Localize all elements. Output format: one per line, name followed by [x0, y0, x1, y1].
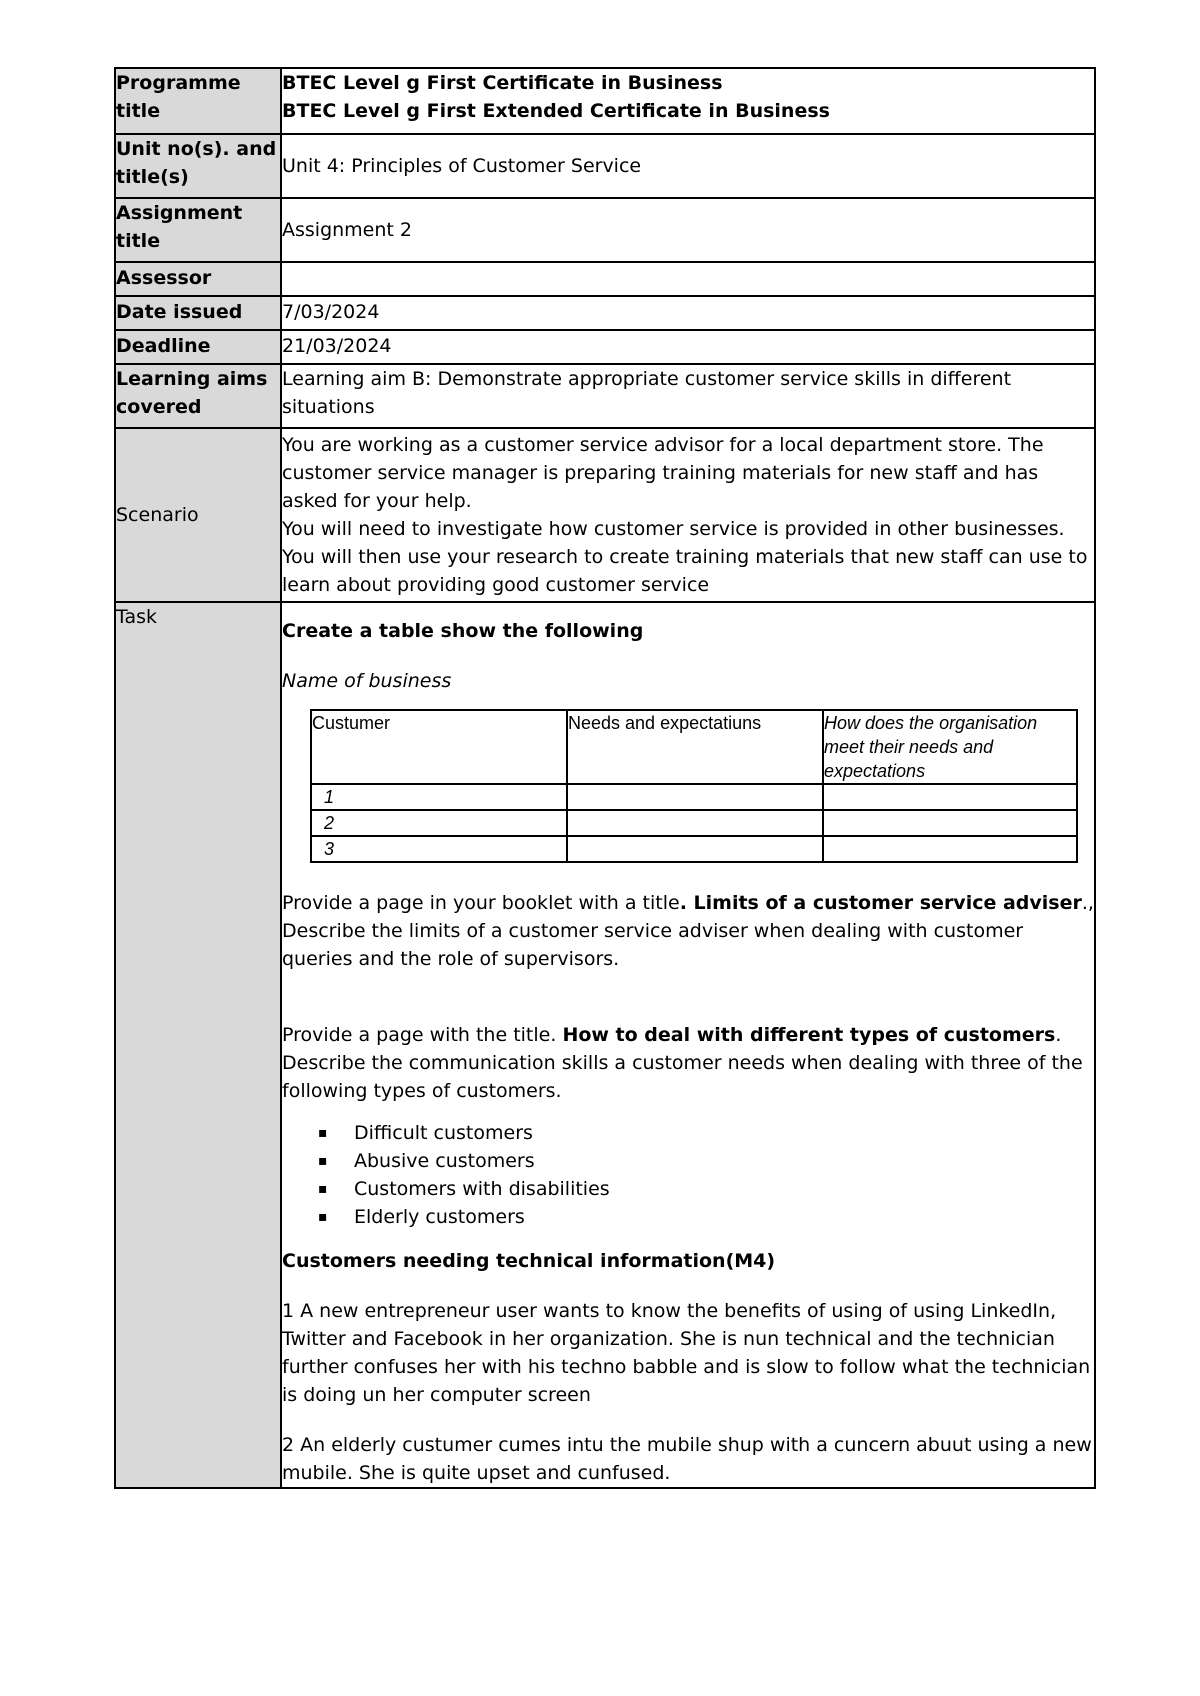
row-assignment [115, 198, 1095, 262]
row-learning-aims [115, 364, 1095, 428]
row-number: 2 [311, 810, 567, 836]
header-how: How does the organisation meet their needs and expectations [823, 710, 1077, 784]
learning-aims-label: Learning aims covered [115, 364, 281, 428]
table-row [311, 784, 1077, 810]
types-text-c: . Describe the communication skills a customer needs when dealing with three of the following types of customers. [282, 1024, 1083, 1102]
assignment-value: Assignment 2 [281, 198, 1095, 262]
customer-types-list [282, 1119, 1094, 1231]
types-text-a: Provide a page with the title. [282, 1024, 563, 1046]
business-name-line: Name of business [282, 670, 452, 692]
header-needs: Needs and expectatiuns [567, 710, 823, 784]
scenario-paragraph-2: You will need to investigate how customer service is provided in other businesses. You will then use your research to create training materials that new staff can use to learn about providing good customer service [282, 518, 1088, 596]
unit-label: Unit no(s). and title(s) [115, 134, 281, 198]
types-title: How to deal with different types of customers [562, 1024, 1056, 1046]
list-item: ▪ Abusive customers [354, 1147, 1094, 1175]
learning-aims-value: Learning aim B: Demonstrate appropriate customer service skills in different situations [281, 364, 1095, 428]
customer-types-paragraph [282, 1021, 1094, 1105]
row-assessor [115, 262, 1095, 296]
assignment-brief [114, 67, 1096, 1489]
deadline-label: Deadline [115, 330, 281, 364]
row-date-issued [115, 296, 1095, 330]
brief-table [114, 67, 1096, 1489]
deadline-value: 21/03/2024 [281, 330, 1095, 364]
table-row [311, 810, 1077, 836]
scenario-paragraph-1: You are working as a customer service advisor for a local department store. The customer service manager is preparing training materials for new staff and has asked for your help. [282, 434, 1044, 512]
list-item: ▪ Difficult customers [354, 1119, 1094, 1147]
technical-heading: Customers needing technical information(M4) [282, 1250, 776, 1272]
limits-text-a: Provide a page in your booklet with a title [282, 892, 680, 914]
programme-value [281, 68, 1095, 134]
row-number: 3 [311, 836, 567, 862]
case-1: 1 A new entrepreneur user wants to know the benefits of using of using LinkedIn, Twitter and Facebook in her organization. She is nun technical and the technician further confuses her with his techno babble and is slow to follow what the technician is doing un her computer screen [282, 1300, 1091, 1406]
limits-title: . Limits of a customer service adviser [679, 892, 1082, 914]
assessor-label: Assessor [115, 262, 281, 296]
task-content [281, 602, 1095, 1488]
limits-paragraph [282, 889, 1094, 973]
customer-needs-table [310, 709, 1078, 863]
row-unit [115, 134, 1095, 198]
row-scenario [115, 428, 1095, 602]
scenario-value [281, 428, 1095, 602]
task-heading: Create a table show the following [282, 620, 644, 642]
row-programme [115, 68, 1095, 134]
needs-table-header [311, 710, 1077, 784]
list-item: ▪ Customers with disabilities [354, 1175, 1094, 1203]
date-issued-label: Date issued [115, 296, 281, 330]
scenario-label: Scenario [115, 428, 281, 602]
date-issued-value: 7/03/2024 [281, 296, 1095, 330]
row-number: 1 [311, 784, 567, 810]
programme-line-1: BTEC Level g First Certificate in Business [282, 72, 723, 94]
row-deadline [115, 330, 1095, 364]
unit-value: Unit 4: Principles of Customer Service [281, 134, 1095, 198]
assignment-label: Assignment title [115, 198, 281, 262]
programme-line-2: BTEC Level g First Extended Certificate in Business [282, 100, 830, 122]
limits-text-c: ., Describe the limits of a customer service adviser when dealing with customer queries and the role of supervisors. [282, 892, 1094, 970]
programme-label: Programme title [115, 68, 281, 134]
case-2: 2 An elderly custumer cumes intu the mubile shup with a cuncern abuut using a new mubile. She is quite upset and cunfused. [282, 1434, 1092, 1484]
assessor-value [281, 262, 1095, 296]
table-row [311, 836, 1077, 862]
list-item: ▪ Elderly customers [354, 1203, 1094, 1231]
row-task [115, 602, 1095, 1488]
header-customer: Custumer [311, 710, 567, 784]
task-label: Task [115, 602, 281, 1488]
